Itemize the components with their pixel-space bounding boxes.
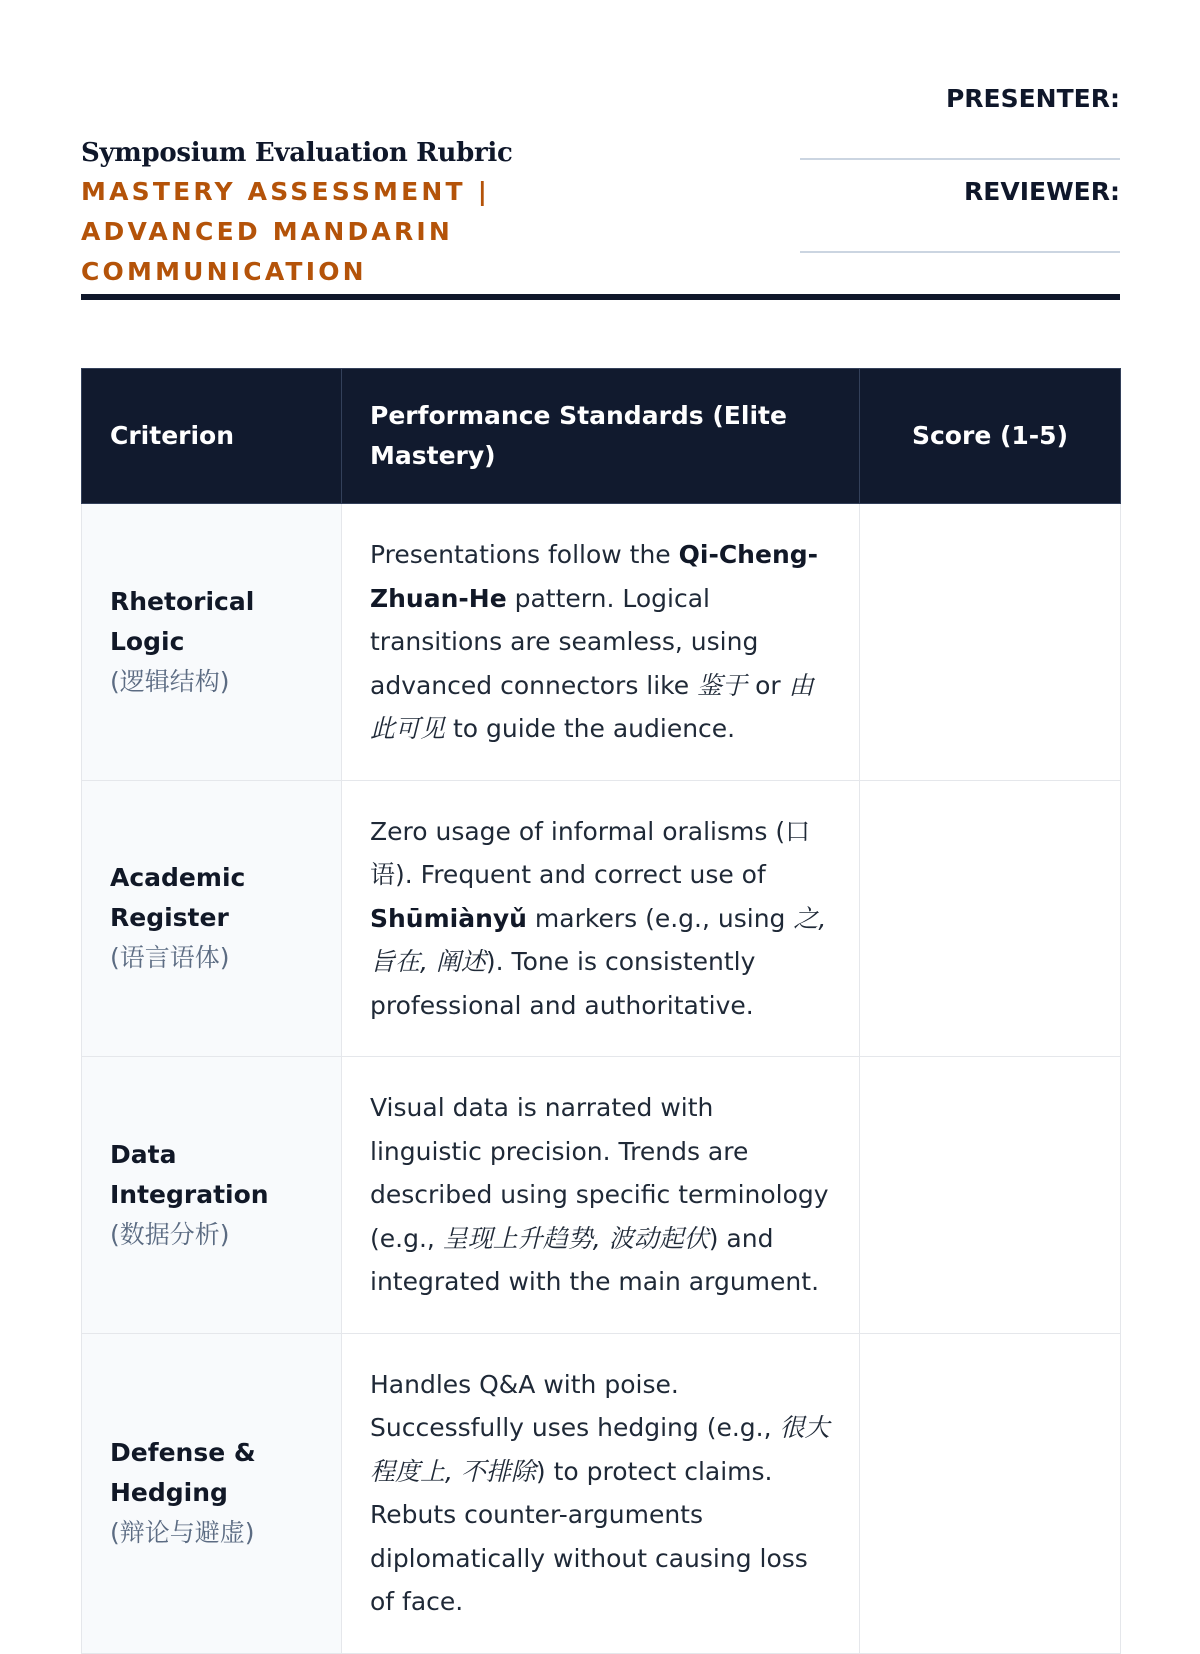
column-header-criterion: Criterion	[82, 369, 342, 504]
page-title: Symposium Evaluation Rubric	[81, 138, 513, 168]
standard-cell	[342, 780, 860, 1057]
rubric-page	[81, 0, 1120, 1616]
standard-text: ). Tone is consistently professional and authoritative.	[370, 947, 756, 1020]
standard-text: ) and integrated with the main argument.	[370, 1223, 820, 1296]
criterion-cell	[82, 1057, 342, 1334]
standard-example: 由此可见	[370, 670, 814, 743]
page-subtitle: MASTERY ASSESSMENT | ADVANCED MANDARIN COMMUNICATION	[81, 177, 491, 286]
score-input-cell[interactable]	[860, 1333, 1121, 1653]
standard-text: to guide the audience.	[445, 714, 736, 743]
criterion-cell	[82, 1333, 342, 1653]
score-input-cell[interactable]	[860, 504, 1121, 781]
page-header	[81, 0, 1120, 300]
column-header-score: Score (1-5)	[860, 369, 1121, 504]
presenter-field[interactable]	[800, 80, 1120, 173]
standard-term: Shūmiànyǔ	[370, 903, 527, 933]
reviewer-label: REVIEWER:	[964, 177, 1120, 206]
criterion-name: Rhetorical Logic	[110, 586, 255, 656]
criterion-cell	[82, 504, 342, 781]
standard-example: 很大程度上, 不排除	[370, 1413, 830, 1486]
standard-text: Zero usage of informal oralisms (口语). Frequent and correct use of	[370, 816, 811, 889]
criterion-chinese: (逻辑结构)	[110, 666, 230, 696]
reviewer-line[interactable]	[800, 251, 1120, 253]
standard-example: 呈现上升趋势, 波动起伏	[442, 1223, 709, 1253]
standard-term: Qi-Cheng-Zhuan-He	[370, 540, 819, 613]
header-divider	[81, 294, 1120, 300]
standard-cell	[342, 504, 860, 781]
standard-text: pattern. Logical transitions are seamless, using advanced connectors like	[370, 583, 759, 700]
standard-example: 之, 旨在, 阐述	[370, 903, 827, 976]
table-row	[82, 504, 1121, 781]
standard-text: markers (e.g., using	[526, 903, 794, 933]
score-input-cell[interactable]	[860, 1057, 1121, 1334]
table-row	[82, 780, 1121, 1057]
standard-text: Visual data is narrated with linguistic precision. Trends are described using specific terminology (e.g.,	[370, 1093, 829, 1253]
criterion-name: Academic Register	[110, 863, 246, 933]
title-block	[81, 136, 681, 292]
criterion-name: Data Integration	[110, 1139, 269, 1209]
standard-text: Presentations follow the	[370, 540, 679, 569]
table-row	[82, 1333, 1121, 1653]
presenter-label: PRESENTER:	[945, 84, 1120, 113]
criterion-name: Defense & Hedging	[110, 1438, 256, 1507]
score-input-cell[interactable]	[860, 780, 1121, 1057]
standard-cell	[342, 1333, 860, 1653]
standard-example: 鉴于	[697, 670, 748, 700]
rubric-table	[81, 368, 1121, 1654]
signature-fields	[800, 80, 1120, 266]
standard-text: Handles Q&A with poise. Successfully uses hedging (e.g.,	[370, 1369, 780, 1442]
criterion-chinese: (数据分析)	[110, 1219, 230, 1249]
standard-text: ) to protect claims. Rebuts counter-arguments diplomatically without causing loss of face.	[370, 1456, 808, 1616]
criterion-cell	[82, 780, 342, 1057]
table-header-row	[82, 369, 1121, 504]
standard-cell	[342, 1057, 860, 1334]
criterion-chinese: (语言语体)	[110, 943, 230, 973]
table-row	[82, 1057, 1121, 1334]
reviewer-field[interactable]	[800, 173, 1120, 266]
presenter-line[interactable]	[800, 158, 1120, 160]
standard-text: or	[747, 670, 789, 700]
column-header-standards: Performance Standards (Elite Mastery)	[342, 369, 860, 504]
criterion-chinese: (辩论与避虚)	[110, 1518, 255, 1547]
